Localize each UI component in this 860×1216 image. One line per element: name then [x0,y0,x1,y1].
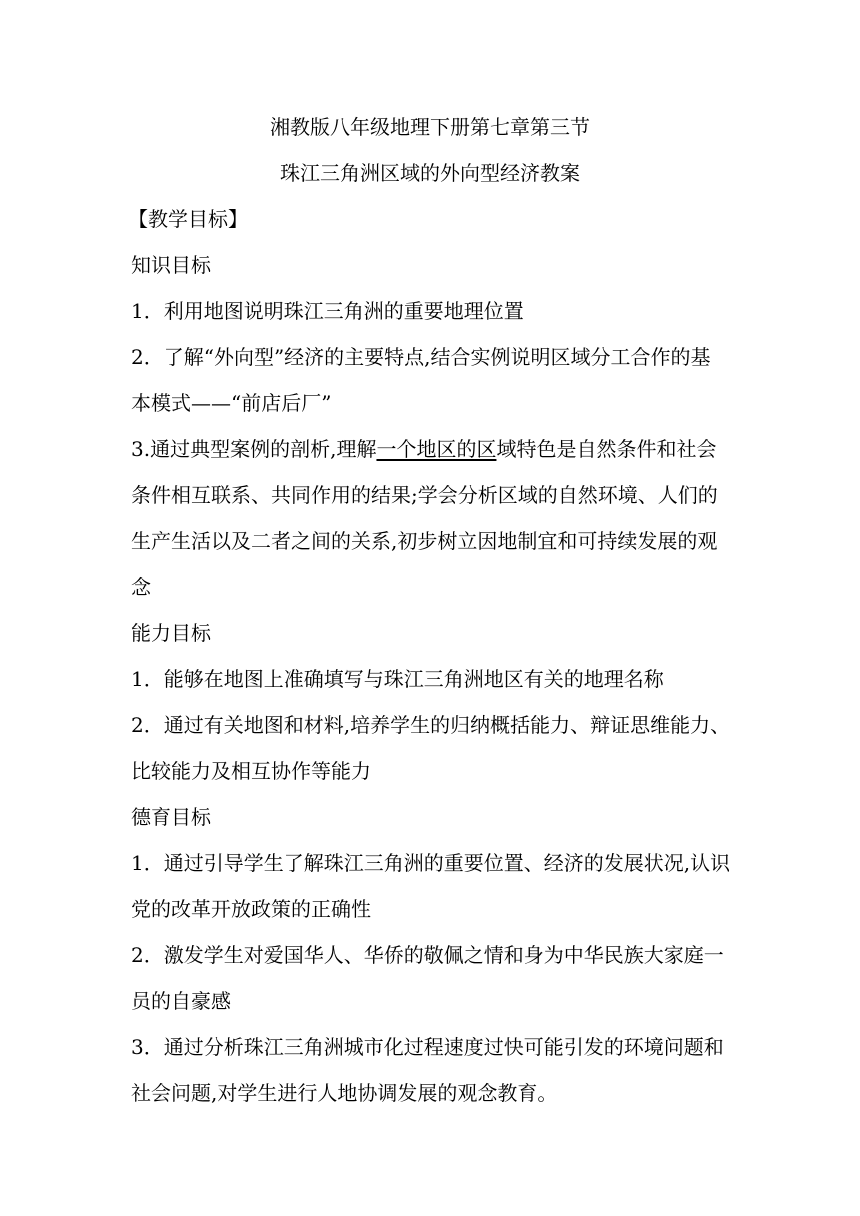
knowledge-item-1: 1．利用地图说明珠江三角洲的重要地理位置 [131,299,524,323]
knowledge-item-2-line-2: 本模式——“前店后厂” [131,391,332,415]
title-line-1: 湘教版八年级地理下册第七章第三节 [270,115,590,139]
knowledge-heading: 知识目标 [131,253,211,277]
moral-item-3-line-2: 社会问题,对学生进行人地协调发展的观念教育。 [131,1081,558,1105]
knowledge-item-3-line-2: 条件相互联系、共同作用的结果;学会分析区域的自然环境、人们的 [131,483,718,507]
title-line-2: 珠江三角洲区域的外向型经济教案 [280,161,580,185]
knowledge-item-2-line-1: 2．了解“外向型”经济的主要特点,结合实例说明区域分工合作的基 [131,345,711,369]
knowledge-item-3-line-1 [131,435,735,463]
ability-item-1: 1．能够在地图上准确填写与珠江三角洲地区有关的地理名称 [131,667,664,691]
moral-item-2-line-1: 2．激发学生对爱国华人、华侨的敬佩之情和身为中华民族大家庭一 [131,943,724,967]
knowledge-item-3-line-4: 念 [131,575,151,599]
ability-item-2-line-1: 2．通过有关地图和材料,培养学生的归纳概括能力、辩证思维能力、 [131,713,731,737]
underlined-phrase: 一个地区的区 [376,437,497,461]
knowledge-item-3-text-b: 域特色是自然条件和社会 [496,437,717,461]
knowledge-item-3-line-3: 生产生活以及二者之间的关系,初步树立因地制宜和可持续发展的观 [131,529,718,553]
moral-heading: 德育目标 [131,805,211,829]
ability-heading: 能力目标 [131,621,211,645]
moral-item-2-line-2: 员的自豪感 [131,989,231,1013]
section-heading: 【教学目标】 [128,207,248,231]
moral-item-3-line-1: 3．通过分析珠江三角洲城市化过程速度过快可能引发的环境问题和 [131,1035,724,1059]
moral-item-1-line-1: 1．通过引导学生了解珠江三角洲的重要位置、经济的发展状况,认识 [131,851,731,875]
ability-item-2-line-2: 比较能力及相互协作等能力 [131,759,371,783]
moral-item-1-line-2: 党的改革开放政策的正确性 [131,897,371,921]
knowledge-item-3-text-a: 3.通过典型案例的剖析,理解 [131,437,377,461]
